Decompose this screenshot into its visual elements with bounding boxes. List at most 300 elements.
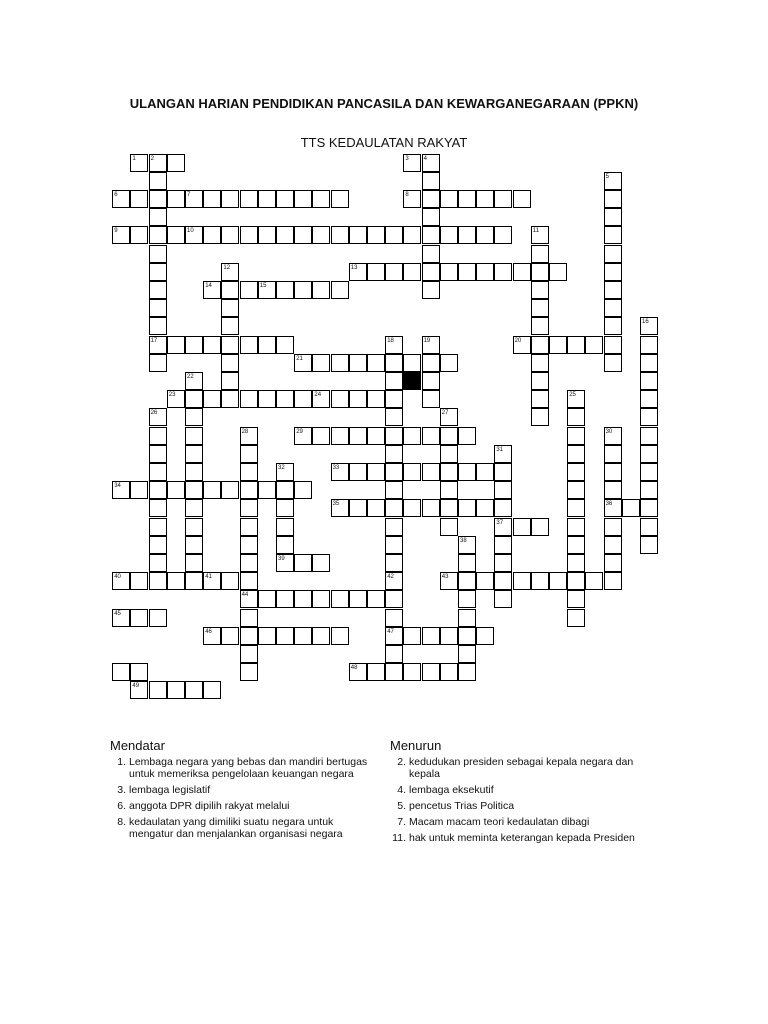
grid-cell[interactable] [604, 518, 622, 536]
grid-cell[interactable] [403, 427, 421, 445]
grid-cell[interactable] [531, 572, 549, 590]
grid-cell[interactable] [385, 590, 403, 608]
grid-cell[interactable] [240, 427, 258, 445]
grid-cell[interactable] [422, 281, 440, 299]
grid-cell[interactable] [149, 408, 167, 426]
grid-cell[interactable] [130, 681, 148, 699]
grid-cell[interactable] [604, 281, 622, 299]
grid-cell[interactable] [403, 154, 421, 172]
grid-cell[interactable] [294, 627, 312, 645]
grid-cell[interactable] [221, 390, 239, 408]
grid-cell[interactable] [130, 572, 148, 590]
grid-cell[interactable] [385, 609, 403, 627]
grid-cell[interactable] [149, 427, 167, 445]
grid-cell[interactable] [422, 190, 440, 208]
grid-cell[interactable] [185, 390, 203, 408]
grid-cell[interactable] [440, 572, 458, 590]
grid-cell[interactable] [240, 572, 258, 590]
grid-cell[interactable] [385, 518, 403, 536]
grid-cell[interactable] [440, 427, 458, 445]
grid-cell[interactable] [422, 172, 440, 190]
grid-cell[interactable] [149, 518, 167, 536]
grid-cell[interactable] [240, 518, 258, 536]
grid-cell[interactable] [221, 317, 239, 335]
grid-cell[interactable] [385, 463, 403, 481]
grid-cell[interactable] [294, 354, 312, 372]
grid-cell[interactable] [422, 154, 440, 172]
grid-cell[interactable] [494, 590, 512, 608]
grid-cell[interactable] [185, 336, 203, 354]
grid-cell[interactable] [149, 499, 167, 517]
grid-cell[interactable] [312, 226, 330, 244]
grid-cell[interactable] [185, 463, 203, 481]
grid-cell[interactable] [640, 354, 658, 372]
grid-cell[interactable] [130, 226, 148, 244]
grid-cell[interactable] [513, 572, 531, 590]
grid-cell[interactable] [494, 554, 512, 572]
grid-cell[interactable] [240, 590, 258, 608]
grid-cell[interactable] [385, 627, 403, 645]
grid-cell[interactable] [185, 518, 203, 536]
grid-cell[interactable] [458, 427, 476, 445]
grid-cell[interactable] [294, 226, 312, 244]
grid-cell[interactable] [240, 390, 258, 408]
grid-cell[interactable] [149, 445, 167, 463]
grid-cell[interactable] [203, 627, 221, 645]
grid-cell[interactable] [385, 645, 403, 663]
grid-cell[interactable] [149, 245, 167, 263]
grid-cell[interactable] [221, 372, 239, 390]
grid-cell[interactable] [476, 263, 494, 281]
grid-cell[interactable] [276, 554, 294, 572]
grid-cell[interactable] [185, 554, 203, 572]
grid-cell[interactable] [403, 354, 421, 372]
grid-cell[interactable] [349, 427, 367, 445]
grid-cell[interactable] [422, 245, 440, 263]
grid-cell[interactable] [385, 663, 403, 681]
grid-cell[interactable] [240, 445, 258, 463]
grid-cell[interactable] [149, 299, 167, 317]
grid-cell[interactable] [604, 208, 622, 226]
grid-cell[interactable] [494, 463, 512, 481]
grid-cell[interactable] [240, 554, 258, 572]
grid-cell[interactable] [185, 445, 203, 463]
grid-cell[interactable] [531, 408, 549, 426]
grid-cell[interactable] [203, 336, 221, 354]
grid-cell[interactable] [203, 481, 221, 499]
grid-cell[interactable] [349, 463, 367, 481]
grid-cell[interactable] [276, 536, 294, 554]
grid-cell[interactable] [567, 390, 585, 408]
grid-cell[interactable] [258, 226, 276, 244]
grid-cell[interactable] [440, 445, 458, 463]
grid-cell[interactable] [331, 354, 349, 372]
grid-cell[interactable] [422, 354, 440, 372]
grid-cell[interactable] [167, 390, 185, 408]
grid-cell[interactable] [640, 372, 658, 390]
grid-cell[interactable] [458, 536, 476, 554]
grid-cell[interactable] [476, 190, 494, 208]
grid-cell[interactable] [112, 663, 130, 681]
grid-cell[interactable] [640, 481, 658, 499]
grid-cell[interactable] [604, 427, 622, 445]
grid-cell[interactable] [604, 354, 622, 372]
grid-cell[interactable] [458, 554, 476, 572]
grid-cell[interactable] [312, 390, 330, 408]
grid-cell[interactable] [240, 609, 258, 627]
grid-cell[interactable] [221, 299, 239, 317]
grid-cell[interactable] [149, 536, 167, 554]
grid-cell[interactable] [640, 499, 658, 517]
grid-cell[interactable] [458, 463, 476, 481]
grid-cell[interactable] [240, 336, 258, 354]
grid-cell[interactable] [513, 336, 531, 354]
grid-cell[interactable] [640, 463, 658, 481]
grid-cell[interactable] [385, 554, 403, 572]
grid-cell[interactable] [258, 190, 276, 208]
grid-cell[interactable] [367, 263, 385, 281]
grid-cell[interactable] [494, 572, 512, 590]
grid-cell[interactable] [440, 226, 458, 244]
grid-cell[interactable] [422, 663, 440, 681]
grid-cell[interactable] [440, 663, 458, 681]
grid-cell[interactable] [567, 554, 585, 572]
grid-cell[interactable] [221, 336, 239, 354]
grid-cell[interactable] [112, 190, 130, 208]
grid-cell[interactable] [221, 627, 239, 645]
grid-cell[interactable] [240, 281, 258, 299]
grid-cell[interactable] [403, 627, 421, 645]
grid-cell[interactable] [385, 536, 403, 554]
grid-cell[interactable] [531, 245, 549, 263]
grid-cell[interactable] [604, 463, 622, 481]
grid-cell[interactable] [167, 481, 185, 499]
grid-cell[interactable] [130, 154, 148, 172]
grid-cell[interactable] [221, 226, 239, 244]
grid-cell[interactable] [240, 663, 258, 681]
grid-cell[interactable] [604, 481, 622, 499]
grid-cell[interactable] [531, 263, 549, 281]
grid-cell[interactable] [422, 208, 440, 226]
grid-cell[interactable] [567, 408, 585, 426]
grid-cell[interactable] [567, 463, 585, 481]
grid-cell[interactable] [112, 226, 130, 244]
grid-cell[interactable] [294, 427, 312, 445]
grid-cell[interactable] [385, 263, 403, 281]
grid-cell[interactable] [240, 627, 258, 645]
grid-cell[interactable] [567, 336, 585, 354]
grid-cell[interactable] [567, 481, 585, 499]
grid-cell[interactable] [440, 408, 458, 426]
grid-cell[interactable] [367, 499, 385, 517]
grid-cell[interactable] [604, 299, 622, 317]
grid-cell[interactable] [331, 499, 349, 517]
grid-cell[interactable] [549, 263, 567, 281]
grid-cell[interactable] [531, 299, 549, 317]
grid-cell[interactable] [367, 226, 385, 244]
grid-cell[interactable] [585, 336, 603, 354]
grid-cell[interactable] [221, 354, 239, 372]
grid-cell[interactable] [276, 627, 294, 645]
grid-cell[interactable] [367, 463, 385, 481]
grid-cell[interactable] [531, 372, 549, 390]
grid-cell[interactable] [349, 590, 367, 608]
grid-cell[interactable] [640, 336, 658, 354]
grid-cell[interactable] [567, 572, 585, 590]
grid-cell[interactable] [221, 190, 239, 208]
grid-cell[interactable] [513, 190, 531, 208]
grid-cell[interactable] [531, 226, 549, 244]
grid-cell[interactable] [349, 390, 367, 408]
grid-cell[interactable] [276, 390, 294, 408]
grid-cell[interactable] [385, 226, 403, 244]
grid-cell[interactable] [494, 263, 512, 281]
grid-cell[interactable] [185, 226, 203, 244]
grid-cell[interactable] [149, 463, 167, 481]
grid-cell[interactable] [403, 263, 421, 281]
grid-cell[interactable] [494, 226, 512, 244]
grid-cell[interactable] [458, 663, 476, 681]
grid-cell[interactable] [367, 590, 385, 608]
grid-cell[interactable] [203, 681, 221, 699]
grid-cell[interactable] [294, 481, 312, 499]
grid-cell[interactable] [167, 336, 185, 354]
grid-cell[interactable] [494, 190, 512, 208]
grid-cell[interactable] [604, 499, 622, 517]
grid-cell[interactable] [312, 354, 330, 372]
grid-cell[interactable] [604, 263, 622, 281]
grid-cell[interactable] [385, 481, 403, 499]
grid-cell[interactable] [331, 627, 349, 645]
grid-cell[interactable] [276, 336, 294, 354]
grid-cell[interactable] [385, 354, 403, 372]
grid-cell[interactable] [440, 481, 458, 499]
grid-cell[interactable] [403, 499, 421, 517]
grid-cell[interactable] [567, 445, 585, 463]
grid-cell[interactable] [476, 627, 494, 645]
grid-cell[interactable] [567, 609, 585, 627]
grid-cell[interactable] [221, 481, 239, 499]
grid-cell[interactable] [422, 463, 440, 481]
grid-cell[interactable] [167, 190, 185, 208]
grid-cell[interactable] [604, 336, 622, 354]
grid-cell[interactable] [258, 390, 276, 408]
grid-cell[interactable] [440, 354, 458, 372]
grid-cell[interactable] [167, 681, 185, 699]
grid-cell[interactable] [403, 226, 421, 244]
grid-cell[interactable] [422, 499, 440, 517]
grid-cell[interactable] [331, 463, 349, 481]
grid-cell[interactable] [367, 427, 385, 445]
grid-cell[interactable] [476, 499, 494, 517]
grid-cell[interactable] [549, 336, 567, 354]
grid-cell[interactable] [458, 645, 476, 663]
grid-cell[interactable] [349, 354, 367, 372]
grid-cell[interactable] [640, 536, 658, 554]
grid-cell[interactable] [240, 463, 258, 481]
grid-cell[interactable] [640, 427, 658, 445]
grid-cell[interactable] [149, 154, 167, 172]
grid-cell[interactable] [422, 390, 440, 408]
grid-cell[interactable] [349, 226, 367, 244]
grid-cell[interactable] [458, 609, 476, 627]
grid-cell[interactable] [331, 390, 349, 408]
grid-cell[interactable] [276, 463, 294, 481]
grid-cell[interactable] [403, 463, 421, 481]
grid-cell[interactable] [604, 554, 622, 572]
grid-cell[interactable] [149, 208, 167, 226]
grid-cell[interactable] [567, 590, 585, 608]
grid-cell[interactable] [112, 609, 130, 627]
grid-cell[interactable] [130, 609, 148, 627]
grid-cell[interactable] [185, 190, 203, 208]
grid-cell[interactable] [149, 609, 167, 627]
grid-cell[interactable] [203, 572, 221, 590]
grid-cell[interactable] [422, 627, 440, 645]
grid-cell[interactable] [604, 226, 622, 244]
grid-cell[interactable] [149, 263, 167, 281]
grid-cell[interactable] [185, 372, 203, 390]
grid-cell[interactable] [367, 354, 385, 372]
grid-cell[interactable] [276, 190, 294, 208]
grid-cell[interactable] [312, 190, 330, 208]
grid-cell[interactable] [240, 190, 258, 208]
grid-cell[interactable] [185, 681, 203, 699]
grid-cell[interactable] [221, 263, 239, 281]
grid-cell[interactable] [585, 572, 603, 590]
grid-cell[interactable] [258, 627, 276, 645]
grid-cell[interactable] [531, 281, 549, 299]
grid-cell[interactable] [312, 281, 330, 299]
grid-cell[interactable] [294, 190, 312, 208]
grid-cell[interactable] [476, 572, 494, 590]
grid-cell[interactable] [640, 445, 658, 463]
grid-cell[interactable] [203, 281, 221, 299]
grid-cell[interactable] [385, 427, 403, 445]
grid-cell[interactable] [513, 263, 531, 281]
grid-cell[interactable] [276, 481, 294, 499]
grid-cell[interactable] [349, 499, 367, 517]
grid-cell[interactable] [422, 427, 440, 445]
grid-cell[interactable] [604, 317, 622, 335]
grid-cell[interactable] [604, 536, 622, 554]
grid-cell[interactable] [531, 354, 549, 372]
grid-cell[interactable] [276, 281, 294, 299]
grid-cell[interactable] [130, 190, 148, 208]
grid-cell[interactable] [440, 518, 458, 536]
grid-cell[interactable] [604, 172, 622, 190]
grid-cell[interactable] [312, 554, 330, 572]
grid-cell[interactable] [130, 481, 148, 499]
grid-cell[interactable] [240, 481, 258, 499]
grid-cell[interactable] [331, 190, 349, 208]
grid-cell[interactable] [567, 518, 585, 536]
grid-cell[interactable] [440, 499, 458, 517]
grid-cell[interactable] [440, 463, 458, 481]
grid-cell[interactable] [385, 390, 403, 408]
grid-cell[interactable] [221, 281, 239, 299]
grid-cell[interactable] [331, 281, 349, 299]
grid-cell[interactable] [531, 390, 549, 408]
grid-cell[interactable] [458, 590, 476, 608]
grid-cell[interactable] [149, 317, 167, 335]
grid-cell[interactable] [112, 572, 130, 590]
grid-cell[interactable] [185, 572, 203, 590]
grid-cell[interactable] [149, 336, 167, 354]
grid-cell[interactable] [494, 445, 512, 463]
grid-cell[interactable] [294, 554, 312, 572]
grid-cell[interactable] [203, 190, 221, 208]
grid-cell[interactable] [185, 481, 203, 499]
grid-cell[interactable] [149, 354, 167, 372]
grid-cell[interactable] [367, 663, 385, 681]
grid-cell[interactable] [458, 499, 476, 517]
grid-cell[interactable] [221, 572, 239, 590]
grid-cell[interactable] [367, 390, 385, 408]
grid-cell[interactable] [531, 518, 549, 536]
grid-cell[interactable] [440, 627, 458, 645]
grid-cell[interactable] [149, 554, 167, 572]
grid-cell[interactable] [149, 226, 167, 244]
grid-cell[interactable] [494, 536, 512, 554]
grid-cell[interactable] [331, 427, 349, 445]
grid-cell[interactable] [185, 499, 203, 517]
grid-cell[interactable] [640, 408, 658, 426]
grid-cell[interactable] [203, 390, 221, 408]
grid-cell[interactable] [458, 627, 476, 645]
grid-cell[interactable] [494, 518, 512, 536]
grid-cell[interactable] [185, 536, 203, 554]
grid-cell[interactable] [476, 226, 494, 244]
grid-cell[interactable] [185, 427, 203, 445]
grid-cell[interactable] [312, 427, 330, 445]
grid-cell[interactable] [167, 226, 185, 244]
grid-cell[interactable] [385, 408, 403, 426]
grid-cell[interactable] [276, 590, 294, 608]
grid-cell[interactable] [276, 499, 294, 517]
grid-cell[interactable] [240, 536, 258, 554]
grid-cell[interactable] [604, 445, 622, 463]
grid-cell[interactable] [149, 172, 167, 190]
grid-cell[interactable] [567, 427, 585, 445]
grid-cell[interactable] [494, 499, 512, 517]
grid-cell[interactable] [531, 336, 549, 354]
grid-cell[interactable] [331, 226, 349, 244]
grid-cell[interactable] [549, 572, 567, 590]
grid-cell[interactable] [167, 572, 185, 590]
grid-cell[interactable] [258, 336, 276, 354]
grid-cell[interactable] [640, 390, 658, 408]
grid-cell[interactable] [312, 590, 330, 608]
grid-cell[interactable] [458, 572, 476, 590]
grid-cell[interactable] [385, 336, 403, 354]
grid-cell[interactable] [640, 518, 658, 536]
grid-cell[interactable] [458, 190, 476, 208]
grid-cell[interactable] [349, 663, 367, 681]
grid-cell[interactable] [422, 226, 440, 244]
grid-cell[interactable] [531, 317, 549, 335]
grid-cell[interactable] [258, 281, 276, 299]
grid-cell[interactable] [240, 645, 258, 663]
grid-cell[interactable] [331, 590, 349, 608]
grid-cell[interactable] [112, 481, 130, 499]
grid-cell[interactable] [258, 590, 276, 608]
grid-cell[interactable] [276, 226, 294, 244]
grid-cell[interactable] [494, 481, 512, 499]
grid-cell[interactable] [294, 390, 312, 408]
grid-cell[interactable] [185, 408, 203, 426]
grid-cell[interactable] [149, 190, 167, 208]
